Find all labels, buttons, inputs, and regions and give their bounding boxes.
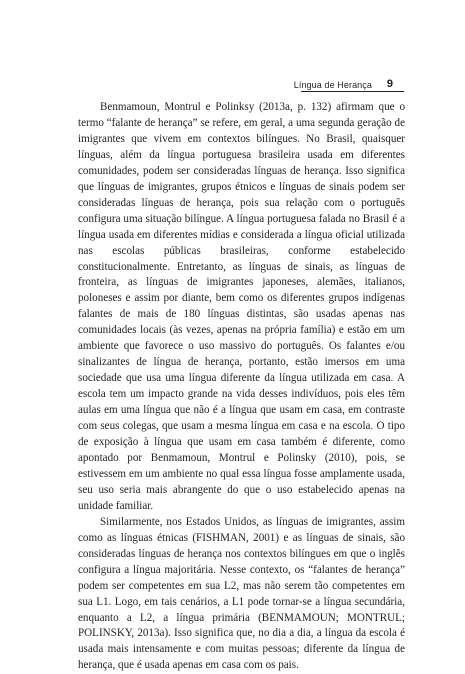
body-text (78, 100, 405, 674)
page-number: 9 (386, 78, 393, 90)
header-rule (301, 91, 404, 92)
paragraph-2: Similarmente, nos Estados Unidos, as línguas de imigrantes, assim como as línguas étnicas (FISHMAN, 2001) e as línguas de sinais, são consideradas línguas de herança nos contextos bilíngues em que o inglês configura a língua majoritária. Nesse contexto, os “falantes de herança” podem ser competentes em sua L2, mas não serem tão competentes em sua L1. Logo, em tais cenários, a L1 pode tornar-se a língua secundária, enquanto a L2, a língua primária (BENMAMOUN; MONTRUL; POLINSKY, 2013a). Isso significa que, no dia a dia, a língua da escola é usada mais intensamente e com muitas pessoas; diferente da língua de herança, que é usada apenas em casa com os pais. (78, 515, 405, 672)
paragraph-1: Benmamoun, Montrul e Polinksy (2013a, p. 132) afirmam que o termo “falante de herança” se refere, em geral, a uma segunda geração de imigrantes que vivem em contextos bilíngues. No Brasil, quaisquer línguas, além da língua portuguesa brasileira usada em diferentes comunidades, podem ser consideradas línguas de herança. Isso significa que línguas de imigrantes, grupos étnicos e línguas de sinais podem ser consideradas línguas de herança, pois sua relação com o português configura uma situação bilíngue. A língua portuguesa falada no Brasil é a língua usada em diferentes mídias e considerada a língua oficial utilizada nas escolas públicas brasileiras, conforme estabelecido constitucionalmente. Entretanto, as línguas de sinais, as línguas de fronteira, as línguas de imigrantes japoneses, alemães, italianos, poloneses e assim por diante, bem como os diferentes grupos indígenas falantes de mais de 180 línguas distintas, são usadas apenas nas comunidades locais (às vezes, apenas na própria família) e estão em um ambiente que favorece o uso massivo do português. Os falantes e/ou sinalizantes de língua de herança, portanto, estão imersos em uma sociedade que usa uma língua diferente da língua utilizada em casa. A escola tem um impacto grande na vida desses indivíduos, pois eles têm aulas em uma língua que não é a língua que usam em casa, em contraste com seus colegas, que usam a mesma língua em casa e na escola. O tipo de exposição à língua que usam em casa também é diferente, como apontado por Benmamoun, Montrul e Polinsky (2010), pois, se estivessem em um ambiente no qual essa língua fosse amplamente usada, seu uso seria mais abrangente do que o uso estabelecido apenas na unidade familiar. (78, 101, 405, 512)
running-head-title: Língua de Herança (293, 80, 372, 90)
running-head (0, 0, 465, 100)
